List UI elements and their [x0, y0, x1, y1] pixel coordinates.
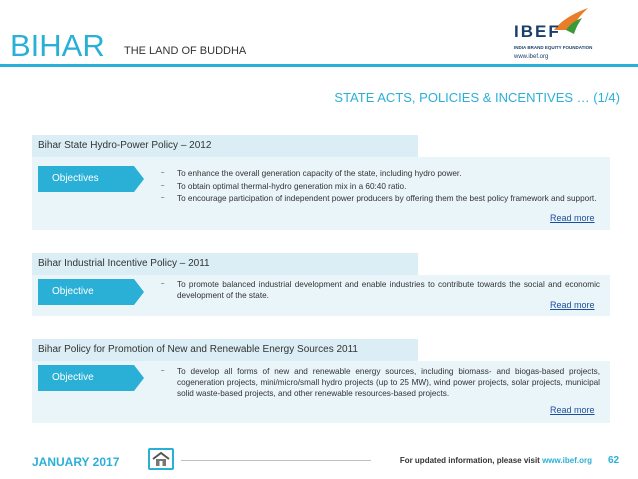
state-tagline: THE LAND OF BUDDHA: [124, 45, 247, 57]
page-title: STATE ACTS, POLICIES & INCENTIVES … (1/4): [334, 90, 620, 105]
arrow-tip: [134, 166, 144, 192]
logo-url[interactable]: www.ibef.org: [514, 54, 549, 60]
section-title-hydro-power: Bihar State Hydro-Power Policy – 2012: [32, 135, 418, 157]
footer-divider: [181, 460, 371, 461]
footer-note: [400, 456, 592, 465]
list-item: – To encourage participation of independent power producers by offering them the best policy framework and support.: [159, 193, 600, 204]
logo-wordmark: IBEF: [514, 22, 561, 41]
footer-url-link[interactable]: www.ibef.org: [542, 456, 592, 465]
read-more-link[interactable]: Read more: [550, 300, 595, 310]
footer-date: JANUARY 2017: [32, 455, 120, 469]
read-more-link[interactable]: Read more: [550, 405, 595, 415]
objective-list-industrial-incentive: [159, 279, 600, 303]
header-divider: [0, 64, 638, 67]
section-title-renewable-energy: Bihar Policy for Promotion of New and Renewable Energy Sources 2011: [32, 339, 418, 361]
home-icon[interactable]: [148, 448, 174, 470]
page-number: 62: [608, 455, 620, 466]
objective-list-renewable-energy: [159, 366, 600, 401]
objective-label: Objective: [38, 365, 134, 391]
footer-note-text: For updated information, please visit: [399, 456, 543, 465]
read-more-link[interactable]: Read more: [550, 213, 595, 223]
list-item: – To obtain optimal thermal-hydro generation mix in a 60:40 ratio.: [159, 181, 600, 192]
arrow-tip: [134, 279, 144, 305]
objectives-label: Objectives: [38, 166, 134, 192]
section-title-industrial-incentive: Bihar Industrial Incentive Policy – 2011: [32, 253, 418, 275]
arrow-tip: [134, 365, 144, 391]
objective-label: Objective: [38, 279, 134, 305]
state-name: BIHAR: [10, 28, 105, 63]
objectives-list-hydro-power: [159, 168, 600, 206]
logo-subtitle: INDIA BRAND EQUITY FOUNDATION: [514, 45, 593, 50]
list-item: – To enhance the overall generation capacity of the state, including hydro power.: [159, 168, 600, 179]
list-item: – To promote balanced industrial development and enable industries to contribute towards the social and economic development of the state.: [159, 279, 600, 301]
list-item: – To develop all forms of new and renewable energy sources, including biomass- and biogas-based projects, cogeneration projects, mini/micro/small hydro projects (up to 25 MW), wind power projects, solar projects, municipal solid waste-based projects, and other renewable resources-based projects.: [159, 366, 600, 399]
